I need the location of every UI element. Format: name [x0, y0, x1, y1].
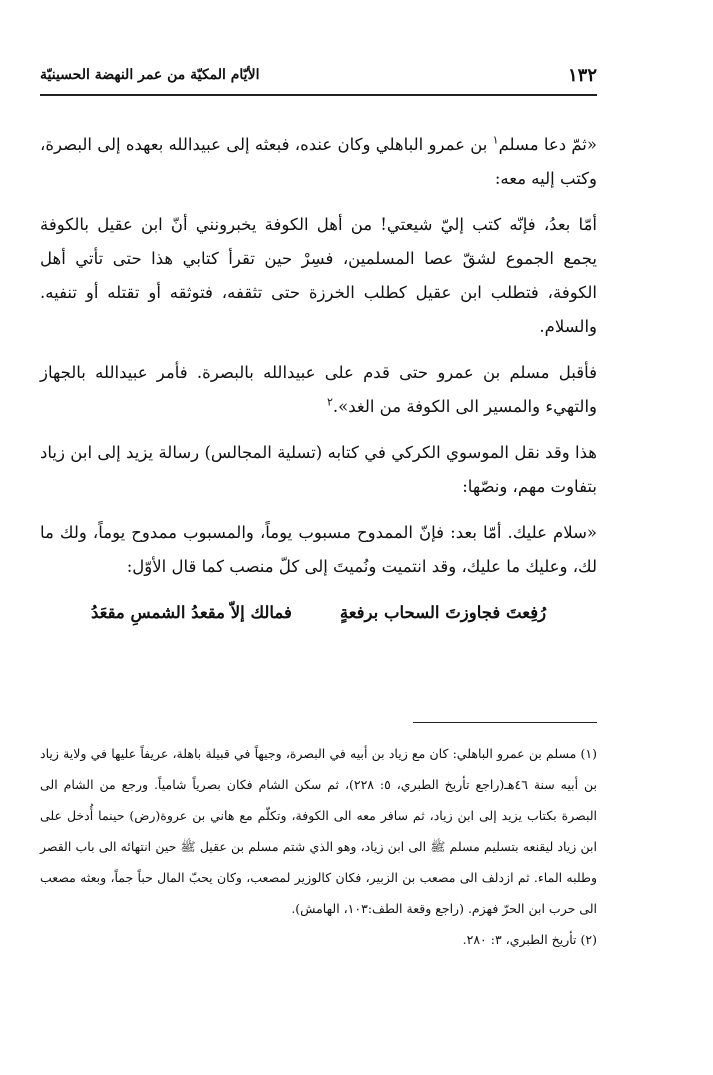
page-number: ١٣٢	[567, 64, 597, 86]
footnote-ref-2[interactable]: ٢	[326, 395, 333, 409]
footnote-divider	[413, 722, 597, 723]
paragraph-4: هذا وقد نقل الموسوي الكركي في كتابه (تسلية المجالس) رسالة يزيد إلى ابن زياد بتفاوت مهم، ونصّها:	[40, 443, 597, 496]
verse-second-hemistich: فمالك إلاّ مقعدُ الشمسِ مقعَدُ	[90, 603, 292, 622]
poetry-verse	[40, 596, 597, 630]
running-title: الأيّام المكيّة من عمر النهضة الحسينيّة	[40, 67, 260, 83]
paragraph-1-end: بن عمرو الباهلي وكان عنده، فبعثه إلى عبيدالله بعهده إلى البصرة، وكتب إليه معه:	[40, 135, 597, 188]
main-text	[40, 128, 597, 630]
running-header	[40, 56, 597, 96]
paragraph-3	[40, 356, 597, 424]
footnote-2: (٢) تأريخ الطبري، ٣: ٢٨٠.	[462, 932, 597, 947]
paragraph-1	[40, 128, 597, 196]
footnote-1: (١) مسلم بن عمرو الباهلي: كان مع زياد بن أبيه في البصرة، وجيهاً في قبيلة باهلة، عريفاً عليها في ولاية زياد بن أبيه سنة ٤٦هـ(راجع تأريخ الطبري، ٥: ٢٢٨)، ثم سكن الشام فكان بصرياً شامياً. ورجع من الشام الى البصرة بكتاب يزيد إلى ابن زياد، ثم سافر معه الى الكوفة، وتكلّم مع هاني بن عروة(رض) حينما أُدخل على ابن زياد ليقنعه بتسليم مسلم ﷺ الى ابن زياد، وهو الذي شتم مسلم بن عقيل ﷺ حين انتهائه الى باب القصر وطلبه الماء. ثم ازدلف الى مصعب بن الزبير، فكان كالوزير لمصعب، وكان يحبّ المال حباً جماً، وبعثه مصعب الى حرب ابن الحرّ فهزم. (راجع وقعة الطف:١٠٣، الهامش).	[40, 746, 597, 916]
footnotes	[40, 738, 597, 955]
paragraph-3-text: فأقبل مسلم بن عمرو حتى قدم على عبيدالله بالبصرة. فأمر عبيدالله بالجهاز والتهيء والمسير الى الكوفة من الغد».	[40, 363, 597, 416]
paragraph-5: «سلام عليك. أمّا بعد: فإنّ الممدوح مسبوب يوماً، والمسبوب ممدوح يوماً، ولك ما لك، وعليك ما عليك، وقد انتميت ونُميتَ إلى كلّ منصب كما قال الأوّل:	[40, 523, 597, 576]
paragraph-1-start: «ثمّ دعا مسلم	[498, 135, 597, 154]
verse-first-hemistich: رُفِعتَ فجاوزتَ السحاب برفعةٍ	[339, 603, 547, 622]
book-page	[40, 0, 597, 1075]
footnote-ref-1[interactable]: ١	[492, 133, 499, 147]
paragraph-2: أمّا بعدُ، فإنّه كتب إليّ شيعتي! من أهل الكوفة يخبرونني أنّ ابن عقيل بالكوفة يجمع الجموع لشقّ عصا المسلمين، فسِرْ حين تقرأ كتابي هذا حتى تأتي أهل الكوفة، فتطلب ابن عقيل كطلب الخرزة حتى تثقفه، فتوثقه أو تقتله أو تنفيه. والسلام.	[40, 215, 597, 336]
